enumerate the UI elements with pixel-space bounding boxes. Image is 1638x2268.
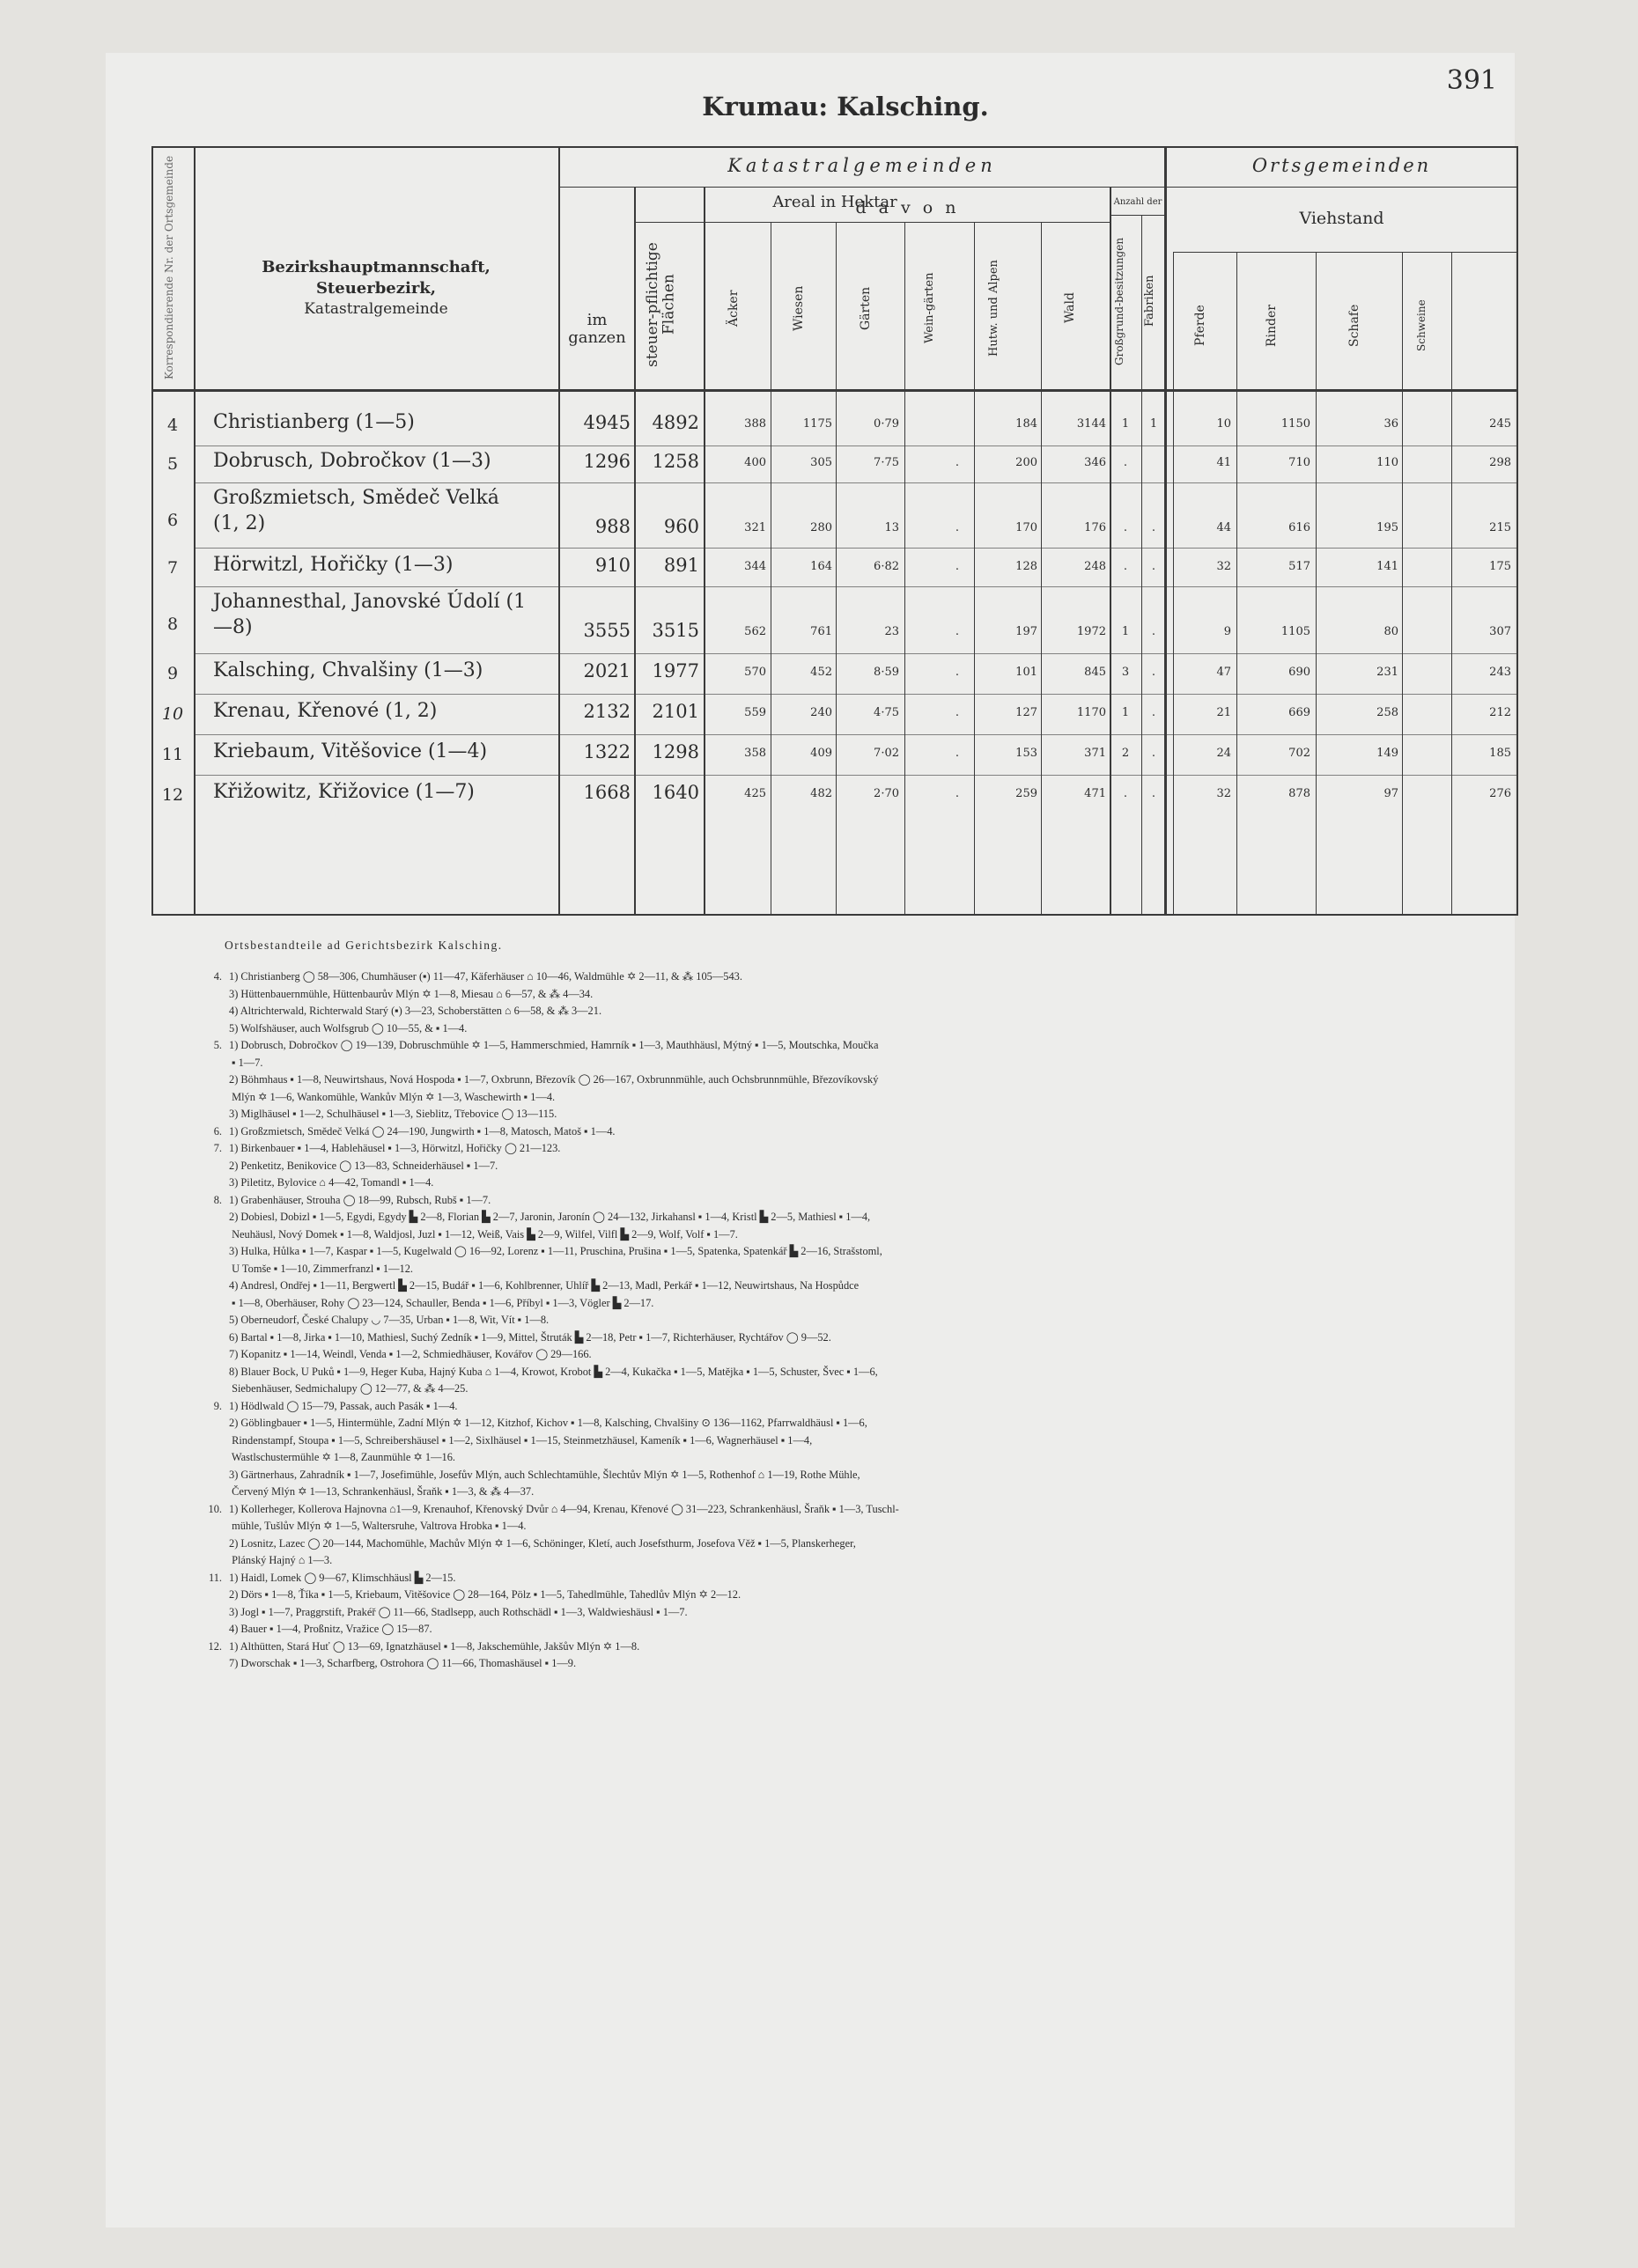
note-text: 1) Dobrusch, Dobročkov ◯ 19—139, Dobruschmühle ✡ 1—5, Hammerschmied, Hamrník ▪ 1—3, Mauthhäusl, Mýtný ▪ 1—5, Moutschka, Moučka — [229, 1039, 879, 1051]
note-line — [194, 1037, 1550, 1055]
note-line — [194, 1484, 1550, 1501]
note-text: Mlýn ✡ 1—6, Wankomühle, Wankův Mlýn ✡ 1—3, Waschewirth ▪ 1—4. — [229, 1090, 556, 1103]
note-line — [194, 1604, 1550, 1622]
note-text: 3) Miglhäusel ▪ 1—2, Schulhäusel ▪ 1—3, Sieblitz, Třebovice ◯ 13—115. — [229, 1108, 557, 1120]
note-line — [194, 1535, 1550, 1553]
note-line — [194, 1518, 1550, 1535]
header-bezirk-1: Bezirkshauptmannschaft, — [262, 258, 491, 276]
note-text: 2) Dörs ▪ 1—8, Ťíka ▪ 1—5, Kriebaum, Vitěšovice ◯ 28—164, Pölz ▪ 1—5, Tahedlmühle, Tahedlův Mlýn ✡ 2—12. — [229, 1588, 742, 1601]
note-line — [194, 1467, 1550, 1484]
note-line — [194, 1655, 1550, 1673]
header-fabriken: Fabriken — [1143, 275, 1156, 328]
header-bezirk-3: Katastralgemeinde — [304, 300, 448, 318]
header-wald: Wald — [1063, 292, 1077, 324]
note-text: 7) Dworschak ▪ 1—3, Scharfberg, Ostrohora ◯ 11—66, Thomashäusel ▪ 1—9. — [229, 1657, 577, 1669]
statistics-table: Korrespondierende Nr. der Ortsgemeinde Bezirkshauptmannschaft, Steuerbezirk, Katastralgemeinde Katastralgemeinden Areal in Hektar im ganzen steuer-pflichtige Flächen d a v o n Äcker Wiesen Gärten Wein-gärten Hutw. und Alpen Wald Anzahl der Großgrund-besitzungen Fabriken Ortsgemeinden Viehstand Pferde Rinder Schafe Schweine 4 Christianberg (1—5) 4945 4892 388 1175 0·79 184 3144 1 1 10 1150 36 245 5 Dobrusch, Dobročkov (1—3) 1296 1258 400 305 7·75 . 200 346 . 41 710 110 298 6 Großzmietsch, Smědeč Velká (1, 2) 988 960 321 280 13 . 170 176 . . 44 616 195 215 7 Hörwitzl, Hořičky (1—3) 910 891 344 164 6·82 . 128 248 . . 32 517 141 175 8 Johannesthal, Janovské Údolí (1—8) 3555 3515 562 761 23 . 197 1972 1 . 9 1105 80 307 9 Kalsching, Chvalšiny (1—3) 2021 1977 570 452 8·59 . 101 845 3 . 47 690 231 243 10 Krenau, Křenové (1, 2) 2132 2101 559 240 4·75 . 127 1170 1 . 21 669 258 212 11 Kriebaum, Vitěšovice (1—4) 1322 1298 358 409 7·02 . 153 371 2 . 24 702 149 185 12 Křižowitz, Křižovice (1—7) 1668 1640 425 482 2·70 . 259 471 . . 32 878 97 276 — [151, 146, 1518, 917]
note-line — [194, 1638, 1550, 1656]
note-line — [194, 1140, 1550, 1158]
note-line — [194, 1003, 1550, 1020]
note-line — [194, 1209, 1550, 1226]
header-anzahl: Anzahl der — [1113, 197, 1162, 207]
note-number: 12. — [208, 1639, 222, 1653]
book-page — [106, 53, 1515, 2228]
note-line — [194, 1587, 1550, 1604]
note-text: 2) Dobiesl, Dobizl ▪ 1—5, Egydi, Egydy ▙ 2—8, Florian ▙ 2—7, Jaronin, Jaronín ◯ 24—132, Jirkahansl ▪ 1—4, Kristl ▙ 2—5, Mathiesl ▪ 1—4, — [229, 1211, 871, 1223]
notes-list — [194, 968, 1550, 1673]
note-text: 2) Göblingbauer ▪ 1—5, Hintermühle, Zadní Mlýn ✡ 1—12, Kitzhof, Kichov ▪ 1—8, Kalsching, Chvalšiny ⊙ 136—1162, Pfarrwaldhäusl ▪ 1—6, — [229, 1417, 867, 1429]
note-text: 4) Altrichterwald, Richterwald Starý (▪) 3—23, Schoberstätten ⌂ 6—58, & ⁂ 3—21. — [229, 1005, 602, 1017]
note-line — [194, 1174, 1550, 1192]
header-schafe: Schafe — [1347, 304, 1361, 348]
note-text: ▪ 1—8, Oberhäuser, Rohy ◯ 23—124, Schauller, Benda ▪ 1—6, Příbyl ▪ 1—3, Vögler ▙ 2—17. — [229, 1296, 654, 1309]
note-line — [194, 1106, 1550, 1123]
header-im-ganzen-2: ganzen — [568, 328, 626, 347]
note-text: 1) Christianberg ◯ 58—306, Chumhäuser (▪) 11—47, Käferhäuser ⌂ 10—46, Waldmühle ✡ 2—11, & ⁂ 105—543. — [229, 970, 742, 983]
note-text: Červený Mlýn ✡ 1—13, Schrankenhäusl, Šraňk ▪ 1—3, & ⁂ 4—37. — [229, 1485, 535, 1498]
note-number: 7. — [213, 1142, 222, 1154]
header-garten: Gärten — [859, 286, 873, 330]
note-line — [194, 1123, 1550, 1141]
note-text: 6) Bartal ▪ 1—8, Jirka ▪ 1—10, Mathiesl, Suchý Zedník ▪ 1—9, Mittel, Štruták ▙ 2—18, Petr ▪ 1—7, Richterhäuser, Rychtářov ◯ 9—52. — [229, 1330, 831, 1344]
note-line — [194, 1278, 1550, 1295]
note-text: Wastlschustermühle ✡ 1—8, Zaunmühle ✡ 1—16. — [229, 1451, 455, 1463]
note-line — [194, 1295, 1550, 1313]
note-number: 11. — [208, 1571, 222, 1584]
note-text: 1) Birkenbauer ▪ 1—4, Hablehäusel ▪ 1—3, Hörwitzl, Hořičky ◯ 21—123. — [229, 1142, 561, 1154]
note-text: 5) Wolfshäuser, auch Wolfsgrub ◯ 10—55, & ▪ 1—4. — [229, 1021, 468, 1035]
note-text: 1) Grabenhäuser, Strouha ◯ 18—99, Rubsch, Rubš ▪ 1—7. — [229, 1193, 491, 1206]
note-line — [194, 1570, 1550, 1587]
note-text: 8) Blauer Bock, U Puků ▪ 1—9, Heger Kuba, Hajný Kuba ⌂ 1—4, Krowot, Krobot ▙ 2—4, Kukačka ▪ 1—5, Matějka ▪ 1—5, Schuster, Švec ▪ 1—6, — [229, 1365, 878, 1378]
note-text: 3) Gärtnerhaus, Zahradník ▪ 1—7, Josefimühle, Josefův Mlýn, auch Schlechtamühle, Šlechtův Mlýn ✡ 1—5, Rothenhof ⌂ 1—19, Rothe Mühle, — [229, 1468, 860, 1481]
note-text: 4) Andresl, Ondřej ▪ 1—11, Bergwertl ▙ 2—15, Budář ▪ 1—6, Kohlbrenner, Uhlíř ▙ 2—13, Madl, Perkář ▪ 1—12, Neuwirtshaus, Na Hospůdce — [229, 1279, 860, 1292]
note-text: Neuhäusl, Nový Domek ▪ 1—8, Waldjosl, Juzl ▪ 1—12, Weiß, Vais ▙ 2—9, Wilfel, Vilfl ▙ 2—9, Wolf, Volf ▪ 1—7. — [229, 1227, 738, 1241]
note-text: 7) Kopanitz ▪ 1—14, Weindl, Venda ▪ 1—2, Schmiedhäuser, Kovářov ◯ 29—166. — [229, 1348, 592, 1360]
note-number: 8. — [213, 1193, 222, 1206]
note-text: U Tomše ▪ 1—10, Zimmerfranzl ▪ 1—12. — [229, 1262, 414, 1275]
header-schweine: Schweine — [1415, 299, 1428, 352]
note-line — [194, 1364, 1550, 1381]
note-line — [194, 1020, 1550, 1038]
header-steuer: steuer-pflichtige Flächen — [644, 242, 678, 367]
note-text: 3) Hüttenbauernmühle, Hüttenbaurův Mlýn ✡ 1—8, Miesau ⌂ 6—57, & ⁂ 4—34. — [229, 987, 594, 1000]
note-text: 1) Althütten, Stará Huť ◯ 13—69, Ignatzhäusel ▪ 1—8, Jakschemühle, Jakšův Mlýn ✡ 1—8. — [229, 1639, 640, 1653]
note-number: 6. — [213, 1124, 222, 1138]
header-schweine-extra — [1474, 269, 1495, 382]
note-line — [194, 1243, 1550, 1261]
note-line — [194, 1501, 1550, 1519]
note-text: 3) Jogl ▪ 1—7, Praggrstift, Prakéř ◯ 11—66, Stadlsepp, auch Rothschädl ▪ 1—3, Waldwieshäusl ▪ 1—7. — [229, 1605, 688, 1618]
header-davon: d a v o n — [855, 198, 960, 217]
note-text: Rindenstampf, Stoupa ▪ 1—5, Schreibershäusel ▪ 1—2, Sixlhäusel ▪ 1—15, Steinmetzhäusel, Kameník ▪ 1—6, Wagnerhäusel ▪ 1—4, — [229, 1433, 813, 1447]
note-line — [194, 1226, 1550, 1244]
note-text: 2) Penketitz, Benikovice ◯ 13—83, Schneiderhäusel ▪ 1—7. — [229, 1159, 498, 1172]
note-number: 4. — [213, 970, 222, 983]
note-text: 1) Kollerheger, Kollerova Hajnovna ⌂1—9, Krenauhof, Křenovský Dvůr ⌂ 4—94, Krenau, Křenové ◯ 31—223, Schrankenhäusl, Šraňk ▪ 1—3, Tuschl- — [229, 1502, 899, 1515]
note-text: 5) Oberneudorf, České Chalupy ◡ 7—35, Urban ▪ 1—8, Wit, Vít ▪ 1—8. — [229, 1314, 550, 1326]
note-line — [194, 1071, 1550, 1089]
note-line — [194, 1312, 1550, 1329]
header-areal: Areal in Hektar — [772, 193, 897, 211]
note-text: 1) Haidl, Lomek ◯ 9—67, Klimschhäusl ▙ 2—15. — [229, 1571, 456, 1584]
note-line — [194, 968, 1550, 986]
header-hutw: Hutw. und Alpen — [987, 260, 1000, 357]
note-text: 4) Bauer ▪ 1—4, Proßnitz, Vražice ◯ 15—87. — [229, 1623, 432, 1635]
note-text: mühle, Tušlův Mlýn ✡ 1—5, Waltersruhe, Valtrova Hrobka ▪ 1—4. — [229, 1520, 527, 1532]
note-line — [194, 1346, 1550, 1364]
note-text: Plánský Hajný ⌂ 1—3. — [229, 1554, 333, 1566]
note-line — [194, 986, 1550, 1004]
note-number: 9. — [213, 1399, 222, 1412]
note-line — [194, 1329, 1550, 1347]
note-line — [194, 1398, 1550, 1416]
note-line — [194, 1552, 1550, 1570]
notes-title: Ortsbestandteile ad Gerichtsbezirk Kalsching. — [225, 939, 503, 952]
header-pferde: Pferde — [1193, 305, 1207, 347]
note-text: ▪ 1—7. — [229, 1056, 263, 1069]
header-wiesen: Wiesen — [792, 285, 806, 331]
header-acker: Äcker — [727, 290, 741, 327]
header-viehstand: Viehstand — [1299, 209, 1384, 228]
header-bezirk-2: Steuerbezirk, — [315, 279, 437, 298]
note-line — [194, 1432, 1550, 1450]
note-text: Siebenhäuser, Sedmichalupy ◯ 12—77, & ⁂ 4—25. — [229, 1382, 469, 1395]
note-text: 2) Böhmhaus ▪ 1—8, Neuwirtshaus, Nová Hospoda ▪ 1—7, Oxbrunn, Březovík ◯ 26—167, Oxbrunnmühle, auch Ochsbrunnmühle, Březovíkovský — [229, 1073, 879, 1086]
header-katastral: Katastralgemeinden — [727, 155, 997, 176]
note-text: 3) Piletitz, Bylovice ⌂ 4—42, Tomandl ▪ 1—4. — [229, 1176, 434, 1189]
header-orts: Ortsgemeinden — [1251, 155, 1432, 176]
page-number: 391 — [1446, 65, 1497, 96]
note-text: 1) Großzmietsch, Smědeč Velká ◯ 24—190, Jungwirth ▪ 1—8, Matosch, Matoš ▪ 1—4. — [229, 1124, 616, 1138]
header-im-ganzen-1: im — [587, 311, 608, 329]
note-line — [194, 1158, 1550, 1175]
note-line — [194, 1055, 1550, 1072]
note-line — [194, 1381, 1550, 1398]
note-text: 1) Hödlwald ◯ 15—79, Passak, auch Pasák ▪ 1—4. — [229, 1399, 458, 1412]
header-rinder: Rinder — [1265, 305, 1279, 347]
note-line — [194, 1449, 1550, 1467]
note-text: 3) Hulka, Hůlka ▪ 1—7, Kaspar ▪ 1—5, Kugelwald ◯ 16—92, Lorenz ▪ 1—11, Pruschina, Prušina ▪ 1—5, Spatenka, Spatenkář ▙ 2—16, Strašstoml, — [229, 1245, 882, 1257]
note-line — [194, 1192, 1550, 1210]
header-grossgrund: Großgrund-besitzungen — [1113, 237, 1125, 365]
note-number: 5. — [213, 1039, 222, 1051]
page-title: Krumau: Kalsching. — [702, 92, 989, 122]
note-line — [194, 1415, 1550, 1432]
note-text: 2) Losnitz, Lazec ◯ 20—144, Machomühle, Machův Mlýn ✡ 1—6, Schöninger, Kletí, auch Josefsthurm, Josefova Věž ▪ 1—5, Planskerheger, — [229, 1536, 856, 1550]
note-number: 10. — [208, 1502, 222, 1515]
header-weingarten: Wein-gärten — [923, 272, 936, 344]
note-line — [194, 1089, 1550, 1107]
note-line — [194, 1261, 1550, 1278]
header-nr: Korrespondierende Nr. der Ortsgemeinde — [163, 155, 175, 380]
note-line — [194, 1621, 1550, 1638]
